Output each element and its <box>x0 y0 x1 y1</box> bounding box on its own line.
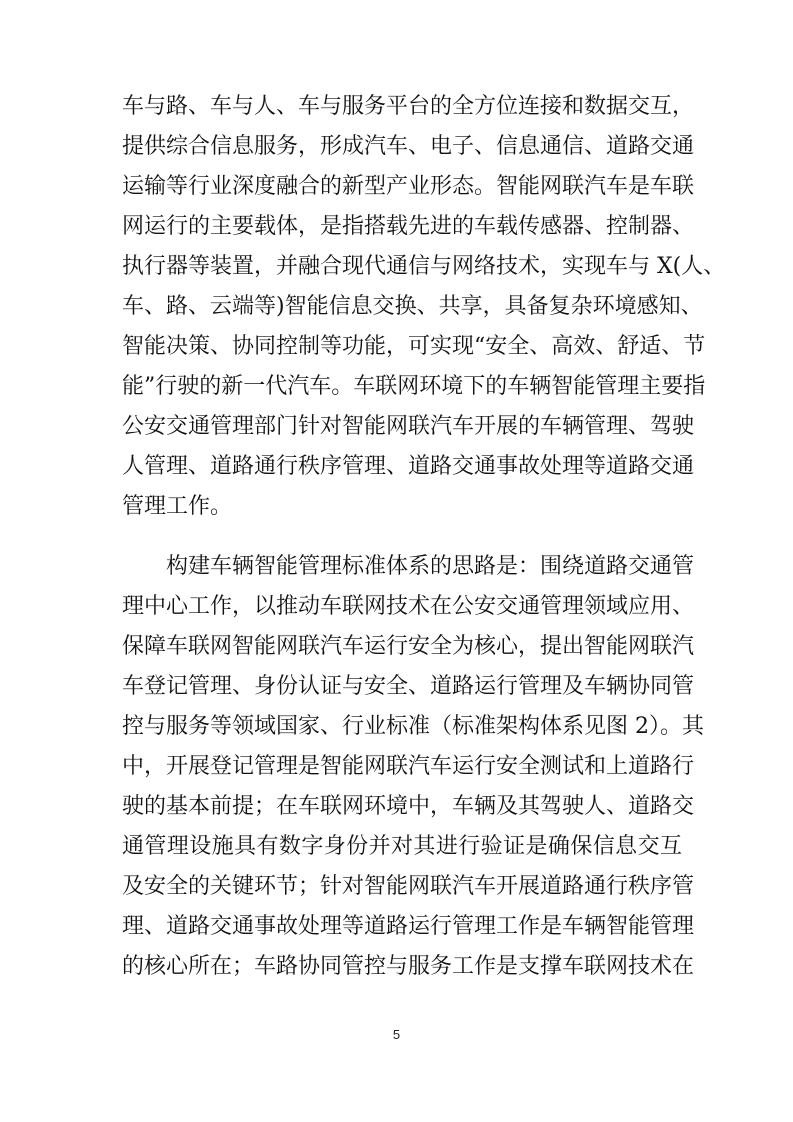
text-line: 通管理设施具有数字身份并对其进行验证是确保信息交互 <box>122 834 682 859</box>
text-line: 保障车联网智能网联汽车运行安全为核心，提出智能网联汽 <box>122 634 695 659</box>
text-line: 中，开展登记管理是智能网联汽车运行安全测试和上道路行 <box>122 754 695 779</box>
text-line: 公安交通管理部门针对智能网联汽车开展的车辆管理、驾驶 <box>122 414 695 439</box>
text-line: 理、道路交通事故处理等道路运行管理工作是车辆智能管理 <box>122 914 695 939</box>
text-line: 智能决策、协同控制等功能，可实现“安全、高效、舒适、节 <box>122 334 706 359</box>
text-line: 管理工作。 <box>122 494 233 519</box>
text-line: 构建车辆智能管理标准体系的思路是：围绕道路交通管 <box>166 554 695 579</box>
text-line: 运输等行业深度融合的新型产业形态。智能网联汽车是车联 <box>122 174 695 199</box>
text-line: 车、路、云端等)智能信息交换、共享，具备复杂环境感知、 <box>122 294 703 319</box>
text-line: 及安全的关键环节；针对智能网联汽车开展道路通行秩序管 <box>122 874 695 899</box>
text-line: 人管理、道路通行秩序管理、道路交通事故处理等道路交通 <box>122 454 695 479</box>
text-line: 网运行的主要载体，是指搭载先进的车载传感器、控制器、 <box>122 214 695 239</box>
text-line: 提供综合信息服务，形成汽车、电子、信息通信、道路交通 <box>122 134 695 159</box>
page-number: 5 <box>392 1027 401 1042</box>
text-line: 驶的基本前提；在车联网环境中，车辆及其驾驶人、道路交 <box>122 794 695 819</box>
text-line: 执行器等装置，并融合现代通信与网络技术，实现车与 X(人、 <box>122 254 726 279</box>
text-line: 控与服务等领域国家、行业标准（标准架构体系见图 2）。其 <box>122 714 704 739</box>
text-line: 车登记管理、身份认证与安全、道路运行管理及车辆协同管 <box>122 674 695 699</box>
text-line: 理中心工作，以推动车联网技术在公安交通管理领域应用、 <box>122 594 695 619</box>
text-line: 的核心所在；车路协同管控与服务工作是支撑车联网技术在 <box>122 954 695 979</box>
text-line: 能”行驶的新一代汽车。车联网环境下的车辆智能管理主要指 <box>122 374 706 399</box>
text-line: 车与路、车与人、车与服务平台的全方位连接和数据交互， <box>122 94 695 119</box>
